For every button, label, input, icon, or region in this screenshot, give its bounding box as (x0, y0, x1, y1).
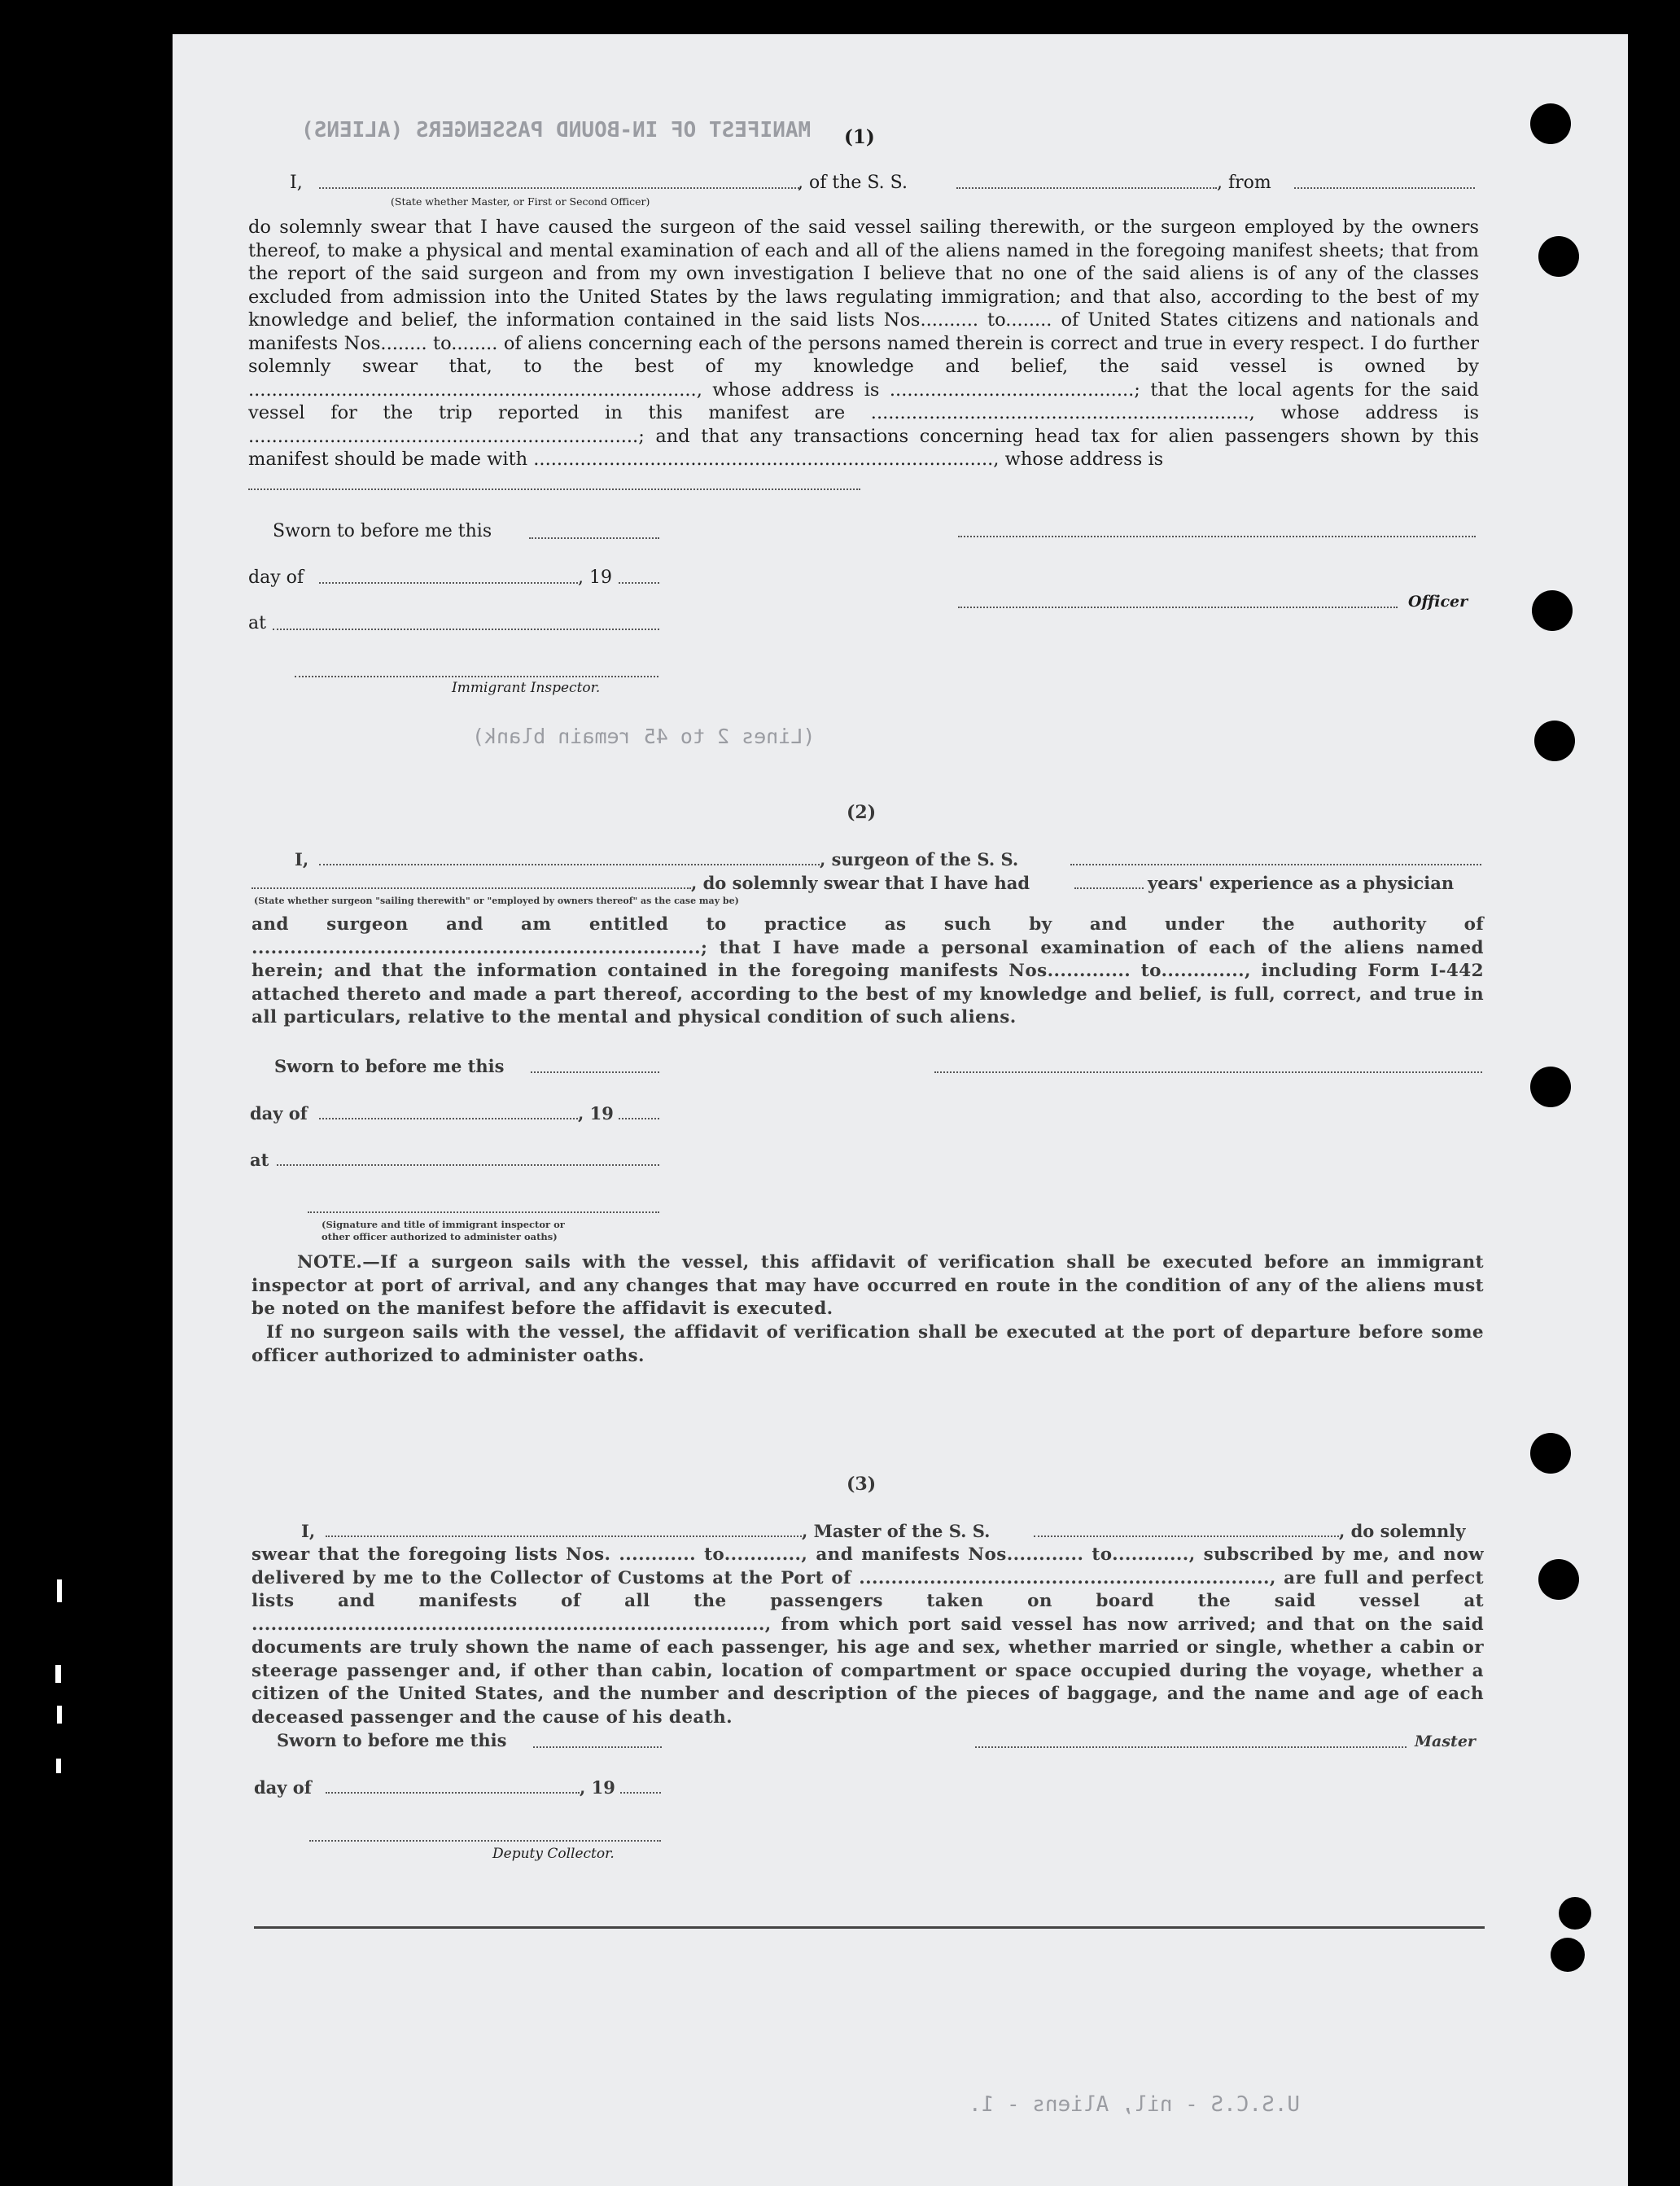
signature-hint-2: other officer authorized to administer oaths) (322, 1231, 558, 1242)
surgeon-of-ss-label: , surgeon of the S. S. (820, 849, 1019, 870)
day-of-label-3: day of (254, 1777, 312, 1798)
do-solemnly-label: , do solemnly (1339, 1521, 1466, 1541)
punch-hole (1530, 103, 1571, 144)
scan-mark (55, 1665, 61, 1683)
year-label-3: , 19 (580, 1777, 615, 1798)
at-label-2: at (250, 1150, 269, 1170)
at-place-field-2[interactable] (277, 1164, 659, 1166)
punch-hole (1551, 1938, 1585, 1972)
master-signature-field[interactable] (975, 1746, 1407, 1748)
year-field-2[interactable] (619, 1118, 659, 1119)
punch-hole (1559, 1897, 1591, 1930)
year-field-1[interactable] (619, 582, 659, 584)
section-3-i-label: I, (301, 1521, 316, 1541)
at-label-1: at (248, 613, 266, 633)
section-1-i-label: I, (290, 173, 303, 193)
section-2-number: (2) (847, 802, 877, 823)
master-label: Master (1415, 1733, 1476, 1750)
from-port-field[interactable] (1294, 187, 1475, 189)
master-of-ss-label: , Master of the S. S. (802, 1521, 991, 1541)
administering-officer-signature-field[interactable] (308, 1211, 659, 1213)
inspector-label: Immigrant Inspector. (452, 680, 601, 696)
surgeon-status-hint: (State whether surgeon "sailing therewith" or "employed by owners thereof" as the case may be) (254, 896, 739, 906)
years-experience-label: years' experience as a physician (1148, 873, 1455, 893)
section-3-number: (3) (847, 1474, 877, 1495)
bottom-rule (254, 1926, 1485, 1929)
at-place-field-1[interactable] (273, 629, 659, 630)
day-of-label-2: day of (250, 1103, 308, 1124)
bleed-through-footer: U.S.C.S - nil, Aliens - 1. (969, 2092, 1300, 2117)
day-of-label-1: day of (248, 567, 304, 588)
surgeon-vessel-field[interactable] (1070, 864, 1481, 865)
punch-hole (1530, 1433, 1571, 1474)
year-label-1: , 19 (578, 567, 612, 588)
signature-hint-1: (Signature and title of immigrant inspector or (322, 1219, 565, 1230)
punch-hole (1538, 1559, 1579, 1600)
punch-hole (1532, 590, 1573, 631)
officer-signature-field[interactable] (958, 536, 1476, 537)
year-field-3[interactable] (620, 1792, 661, 1794)
of-ss-label: , of the S. S. (798, 173, 908, 193)
collector-signature-field[interactable] (309, 1840, 661, 1842)
section-3-oath-paragraph: swear that the foregoing lists Nos. ............ to............, and manifests Nos............ to............, subscribed by me, and now delivered by me to the Collector of Customs at the Port of ................................................................, are full and perfect lists and manifests of all the passengers taken on board the said vessel at ................................................................................, from which port said vessel has now arrived; and that on the said documents are truly shown the name of each passenger, his age and sex, whether married or single, whether a cabin or steerage passenger and, if other than cabin, location of compartment or space occupied during the voyage, whether a citizen of the United States, and the number and description of the pieces of baggage, and the name and age of each deceased passenger and the cause of his death. (252, 1544, 1484, 1728)
sworn-day-field-3[interactable] (533, 1746, 662, 1748)
punch-hole (1530, 1067, 1571, 1107)
vessel-name-field-3[interactable] (1034, 1535, 1339, 1537)
sworn-label-1: Sworn to before me this (273, 521, 492, 541)
officer-line[interactable] (958, 607, 1398, 608)
sworn-label-3: Sworn to before me this (277, 1730, 507, 1750)
year-label-2: , 19 (578, 1103, 614, 1124)
scan-mark (56, 1759, 61, 1773)
sworn-label-2: Sworn to before me this (274, 1056, 505, 1076)
scan-mark (57, 1579, 62, 1602)
month-field-2[interactable] (319, 1118, 578, 1119)
bleed-through-header: MANIFEST OF IN-BOUND PASSENGERS (ALIENS) (301, 118, 812, 142)
head-tax-address-field[interactable] (248, 488, 860, 490)
bleed-through-note: (Lines 2 to 45 remain blank) (472, 725, 816, 748)
master-name-field[interactable] (319, 187, 799, 189)
surgeon-name-field[interactable] (319, 864, 820, 865)
master-name-field-3[interactable] (326, 1535, 802, 1537)
vessel-name-field[interactable] (956, 187, 1217, 189)
surgeon-signature-field[interactable] (934, 1071, 1482, 1073)
scan-mark (57, 1706, 62, 1724)
section-2-oath-paragraph: and surgeon and am entitled to practice as such by and under the authority of ......................................................................; that I have made a personal examination of each of the aliens named herein; and that the information contained in the foregoing manifests Nos............. to............., including Form I-442 attached thereto and made a part thereof, according to the best of my knowledge and belief, is full, correct, and true in all particulars, relative to the mental and physical condition of such aliens. (252, 914, 1484, 1027)
month-field-1[interactable] (319, 582, 578, 584)
inspector-signature-field[interactable] (295, 676, 658, 677)
note-paragraph-1: NOTE.—If a surgeon sails with the vessel, this affidavit of verification shall be executed before an immigrant inspector at port of arrival, and any changes that may have occurred en route in the condition of any of the aliens must be noted on the manifest before the affidavit is executed. (252, 1252, 1484, 1319)
punch-hole (1538, 236, 1579, 277)
note-paragraph-2: If no surgeon sails with the vessel, the affidavit of verification shall be executed at the port of departure before some officer authorized to administer oaths. (252, 1322, 1484, 1366)
punch-hole (1534, 721, 1575, 761)
sworn-day-field-2[interactable] (531, 1071, 659, 1073)
section-1-number: (1) (844, 126, 875, 148)
surgeon-status-field[interactable] (252, 887, 691, 889)
surgeon-swear-label: , do solemnly swear that I have had (691, 873, 1030, 893)
month-field-3[interactable] (326, 1792, 580, 1794)
from-label: , from (1217, 173, 1271, 193)
sworn-day-field-1[interactable] (529, 537, 659, 539)
deputy-collector-label: Deputy Collector. (492, 1846, 615, 1862)
section-2-i-label: I, (295, 849, 309, 870)
years-experience-field[interactable] (1074, 887, 1144, 889)
officer-label: Officer (1408, 593, 1468, 611)
officer-hint: (State whether Master, or First or Second Officer) (391, 195, 650, 208)
section-1-oath-paragraph: do solemnly swear that I have caused the surgeon of the said vessel sailing therewith, or the surgeon employed by the owners thereof, to make a physical and mental examination of each and all of the aliens named in the foregoing manifest sheets; that from the report of the said surgeon and from my own investigation I believe that no one of the said aliens is of any of the classes excluded from admission into the United States by the laws regulating immigration; and that also, according to the best of my knowledge and belief, the information contained in the said lists Nos.......... to........ of United States citizens and nationals and manifests Nos........ to........ of aliens concerning each of the persons named therein is correct and true in every respect. I do further solemnly swear that, to the best of my knowledge and belief, the said vessel is owned by ............................................................................., whose address is ..........................................; that the local agents for the said vessel for the trip reported in this manifest are ................................................................., whose address is ...................................................................; and that any transactions concerning head tax for alien passengers shown by this manifest should be made with ..............................................................................., whose address is (248, 217, 1479, 470)
